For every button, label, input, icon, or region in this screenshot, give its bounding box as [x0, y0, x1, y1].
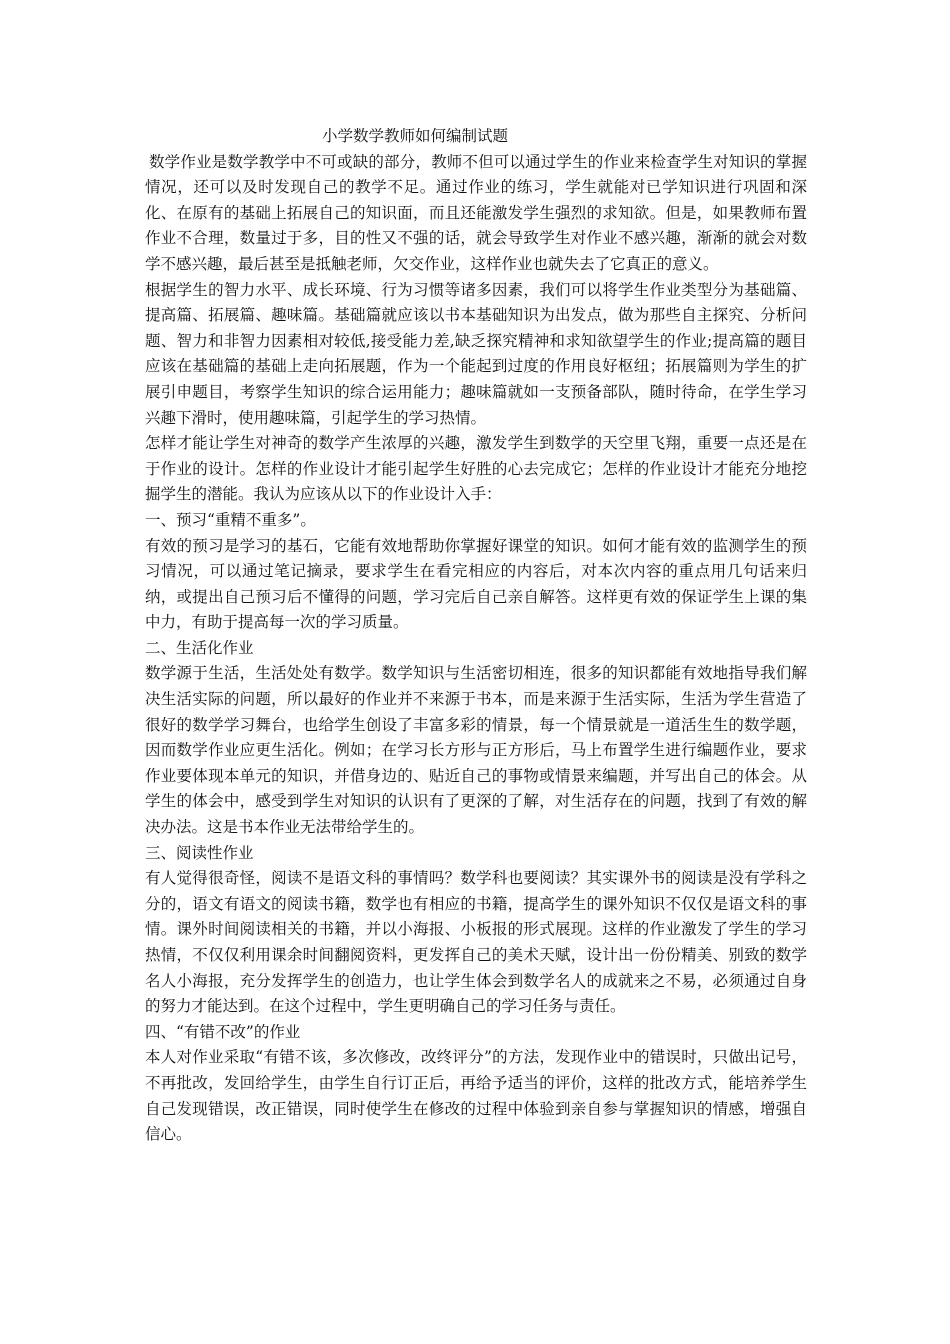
paragraph-2: 根据学生的智力水平、成长环境、行为习惯等诸多因素，我们可以将学生作业类型分为基础篇、提高篇、拓展篇、趣味篇。基础篇就应该以书本基础知识为出发点，做为那些自主探究、分析问题、智力和非智力因素相对较低,接受能力差,缺乏探究精神和求知欲望学生的作业;提高篇的题目应该在基础篇的基础上走向拓展题，作为一个能起到过度的作用良好枢纽；拓展篇则为学生的扩展引申题目，考察学生知识的综合运用能力；趣味篇就如一支预备部队，随时待命，在学生学习兴趣下滑时，使用趣味篇，引起学生的学习热情。: [145, 280, 807, 427]
section-body-3: 有人觉得很奇怪，阅读不是语文科的事情吗？数学科也要阅读？其实课外书的阅读是没有学科之分的，语文有语文的阅读书籍，数学也有相应的书籍，提高学生的课外知识不仅仅是语文科的事情。课外时间阅读相关的书籍，并以小海报、小板报的形式展现。这样的作业激发了学生的学习热情，不仅仅利用课余时间翻阅资料，更发挥自己的美术天赋，设计出一份份精美、别致的数学名人小海报，充分发挥学生的创造力，也让学生体会到数学名人的成就来之不易，必须通过自身的努力才能达到。在这个过程中，学生更明确自己的学习任务与责任。: [145, 869, 807, 1016]
section-heading-4: 四、“有错不改”的作业: [145, 1022, 301, 1041]
document-title: 小学数学教师如何编制试题: [322, 127, 509, 145]
section-heading-1: 一、预习“重精不重多”。: [145, 510, 316, 529]
section-body-4: 本人对作业采取“有错不该，多次修改，改终评分”的方法，发现作业中的错误时，只做出记号，不再批改，发回给学生，由学生自行订正后，再给予适当的评价，这样的批改方式，能培养学生自己发现错误，改正错误，同时使学生在修改的过程中体验到亲自参与掌握知识的情感，增强自信心。: [145, 1048, 807, 1144]
document-page: [145, 124, 807, 1148]
section-heading-2: 二、生活化作业: [145, 638, 254, 657]
section-body-2: 数学源于生活，生活处处有数学。数学知识与生活密切相连，很多的知识都能有效地指导我们解决生活实际的问题，所以最好的作业并不来源于书本，而是来源于生活实际，生活为学生营造了很好的数学学习舞台，也给学生创设了丰富多彩的情景，每一个情景就是一道活生生的数学题，因而数学作业应更生活化。例如；在学习长方形与正方形后，马上布置学生进行编题作业，要求作业要体现本单元的知识，并借身边的、贴近自己的事物或情景来编题，并写出自己的体会。从学生的体会中，感受到学生对知识的认识有了更深的了解，对生活存在的问题，找到了有效的解决办法。这是书本作业无法带给学生的。: [145, 664, 807, 837]
section-heading-3: 三、阅读性作业: [145, 843, 254, 862]
intro-paragraph: 数学作业是数学教学中不可或缺的部分，教师不但可以通过学生的作业来检查学生对知识的掌握情况，还可以及时发现自己的教学不足。通过作业的练习，学生就能对已学知识进行巩固和深化、在原有的基础上拓展自己的知识面，而且还能激发学生强烈的求知欲。但是，如果教师布置作业不合理，数量过于多，目的性又不强的话，就会导致学生对作业不感兴趣，渐渐的就会对数学不感兴趣，最后甚至是抵触老师，欠交作业，这样作业也就失去了它真正的意义。: [145, 152, 807, 273]
section-body-1: 有效的预习是学习的基石，它能有效地帮助你掌握好课堂的知识。如何才能有效的监测学生的预习情况，可以通过笔记摘录，要求学生在看完相应的内容后，对本次内容的重点用几句话来归纳，或提出自己预习后不懂得的问题，学习完后自己亲自解答。这样更有效的保证学生上课的集中力，有助于提高每一次的学习质量。: [145, 536, 807, 632]
paragraph-3: 怎样才能让学生对神奇的数学产生浓厚的兴趣，激发学生到数学的天空里飞翔，重要一点还是在于作业的设计。怎样的作业设计才能引起学生好胜的心去完成它；怎样的作业设计才能充分地挖掘学生的潜能。我认为应该从以下的作业设计入手：: [145, 434, 807, 504]
